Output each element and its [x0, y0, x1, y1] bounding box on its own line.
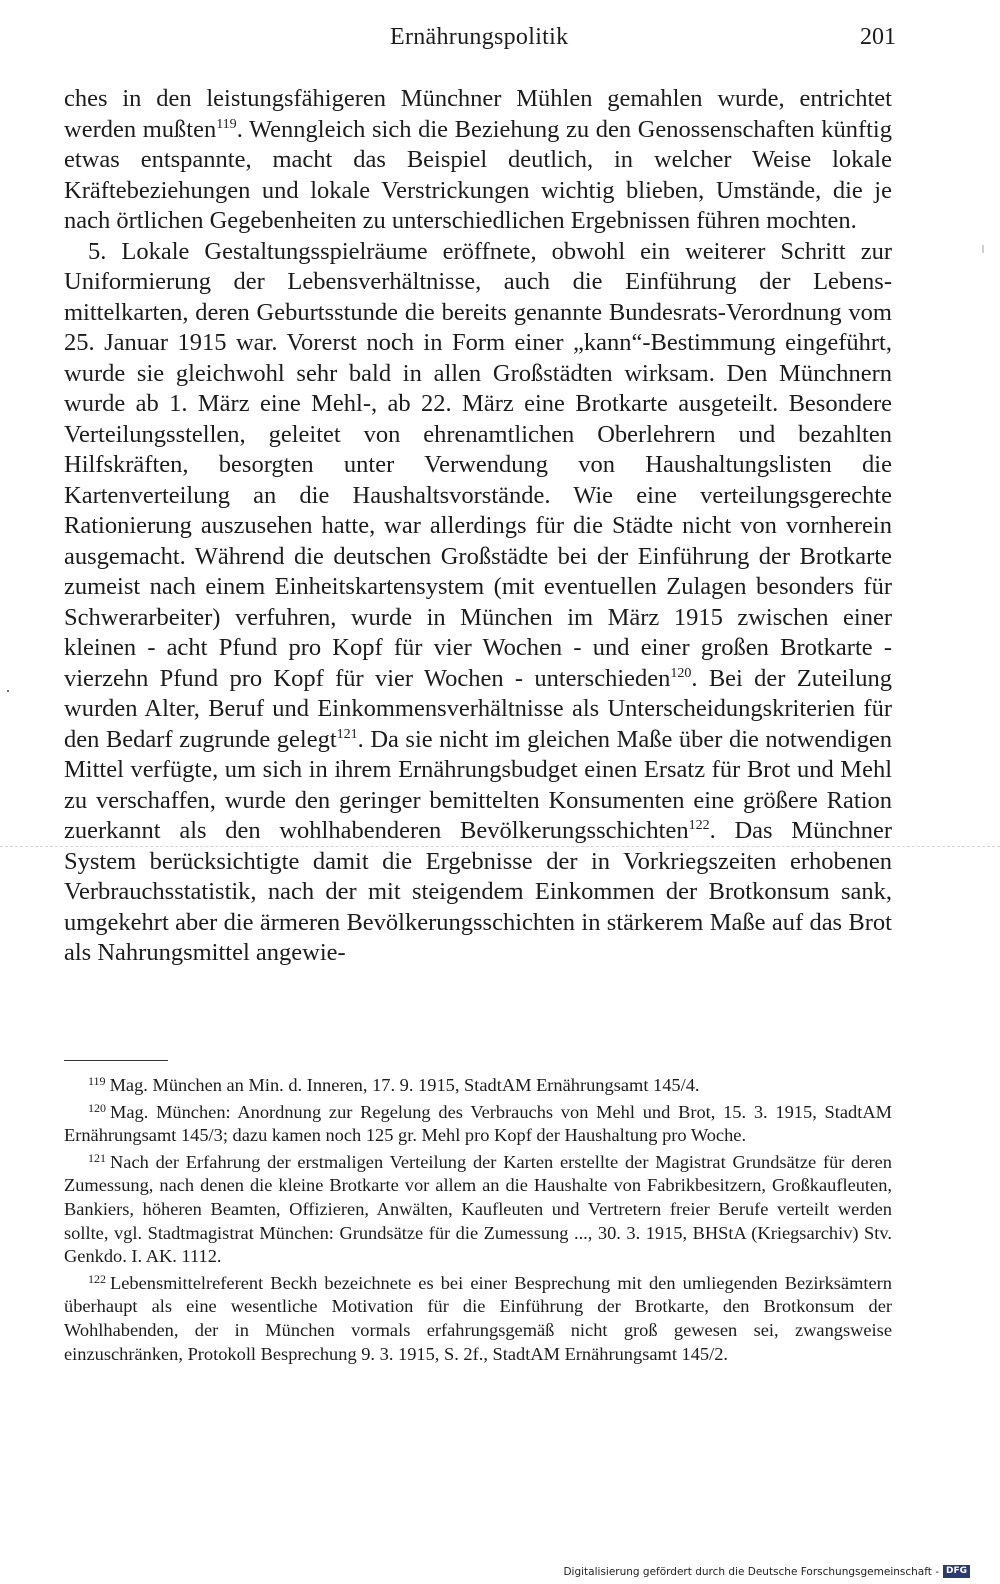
footnote-122 [64, 1272, 892, 1366]
running-title: Ernährungspolitik [390, 24, 569, 50]
footnote-text: Lebensmittelreferent Beckh bezeichnete es bei einer Besprechung mit den umliegenden Bezirksämtern überhaupt als eine wesentliche Motivation für die Einführung der Brotkarte, den Brotkonsum der Wohlhabenden, der in München vormals erfahrungsgemäß nicht groß gewesen sei, zwangsweise einzuschränken, Protokoll Besprechung 9. 3. 1915, S. 2f., StadtAM Ernährungsamt 145/2. [64, 1272, 892, 1364]
footnote-ref-120: 120 [670, 665, 692, 681]
body-text [64, 84, 892, 969]
footnote-119 [64, 1074, 892, 1098]
footnote-number: 120 [88, 1100, 106, 1115]
footnote-120 [64, 1101, 892, 1148]
footnote-number: 122 [88, 1271, 106, 1286]
paragraph-2-text-d: . Das Münchner System berücksichtigte damit die Ergebnisse der in Vorkriegszeiten erhobenen Verbrauchsstatistik, nach der mit steigendem Einkommen der Brotkonsum sank, umgekehrt aber die ärmeren Bevölkerungsschichten in stärkerem Maße auf das Brot als Nahrungsmittel angewie- [64, 817, 893, 966]
scan-fold-line [0, 846, 1000, 847]
footnote-121 [64, 1151, 892, 1269]
paragraph-1-text-b: . Wenngleich sich die Beziehung zu den Genossenschaften künftig etwas entspannte, macht das Beispiel deutlich, in welcher Weise lokale Kräftebeziehungen und lokale Verstrickungen wichtig blieben, Umstände, die je nach örtlichen Gegebenheiten zu unterschiedlichen Ergebnissen führen mochten. [64, 115, 892, 234]
footnote-ref-122: 122 [688, 818, 710, 833]
paragraph-1 [64, 84, 892, 237]
footer-credit [563, 1565, 970, 1578]
footnotes [64, 1074, 892, 1369]
running-head [0, 24, 1000, 58]
footnote-ref-121: 121 [336, 726, 358, 742]
page-number: 201 [860, 24, 896, 50]
footnote-number: 119 [88, 1074, 106, 1088]
scan-mark [982, 245, 984, 253]
footnote-text: Mag. München: Anordnung zur Regelung des Verbrauchs von Mehl und Brot, 15. 3. 1915, StadtAM Ernährungsamt 145/3; dazu kamen noch 125 gr. Mehl pro Kopf der Haushaltung pro Woche. [64, 1101, 892, 1146]
paragraph-2 [64, 237, 892, 969]
paragraph-1-text-a: ches in den leistungsfähigeren Münchner Mühlen gemahlen wurde, entrichtet werden mußten [64, 85, 892, 143]
scan-mark [7, 690, 9, 692]
paragraph-2-text-c: . Da sie nicht im gleichen Maße über die notwendigen Mittel verfügte, um sich in ihrem Ernährungsbudget einen Ersatz für Brot und Mehl zu verschaffen, wurde den geringer bemittelten Konsumenten eine größere Ration zuerkannt als den wohlhabenderen Bevölkerungsschichten [64, 725, 892, 844]
footnote-text: Nach der Erfahrung der erstmaligen Verteilung der Karten erstellte der Magistrat Grundsätze für deren Zumessung, nach denen die kleine Brotkarte vor allem an die Haushalte von Fabrikbesitzern, Großkaufleuten, Bankiers, höheren Beamten, Offizieren, Anwälten, Kaufleuten und Vertretern freier Berufe verteilt werden sollte, vgl. Stadtmagistrat München: Grundsätze für die Zumessung ..., 30. 3. 1915, BHStA (Kriegsarchiv) Stv. Genkdo. I. AK. 1112. [64, 1151, 892, 1267]
footer-credit-text: Digitalisierung gefördert durch die Deutsche Forschungsgemeinschaft - [563, 1565, 939, 1578]
paragraph-2-text-b: . Bei der Zuteilung wurden Alter, Beruf und Einkommensverhältnisse als Unterscheidungskriterien für den Bedarf zugrunde gelegt [64, 664, 892, 753]
footnote-text: Mag. München an Min. d. Inneren, 17. 9. 1915, StadtAM Ernährungsamt 145/4. [109, 1075, 700, 1095]
dfg-logo: DFG [943, 1565, 970, 1578]
paragraph-2-text-a: 5. Lokale Gestaltungsspielräume eröffnete, obwohl ein weiterer Schritt zur Uniformierung der Lebensverhältnisse, auch die Einführung der Lebensmittelkarten, deren Geburtsstunde die bereits genannte Bundesrats-Verordnung vom 25. Januar 1915 war. Vorerst noch in Form einer „kann“-Bestimmung eingeführt, wurde sie gleichwohl sehr bald in allen Großstädten wirksam. Den Münchnern wurde ab 1. März eine Mehl-, ab 22. März eine Brotkarte ausgeteilt. Besondere Verteilungsstellen, geleitet von ehrenamtlichen Oberlehrern und bezahlten Hilfskräften, besorgten unter Verwendung von Haushaltungslisten die Kartenverteilung an die Haushaltsvorstände. Wie eine verteilungsgerechte Rationierung auszusehen hatte, war allerdings für die Städte nicht von vornherein ausgemacht. Während die deutschen Großstädte bei der Einführung der Brotkarte zumeist nach einem Einheitskartensystem (mit eventuellen Zulagen besonders für Schwerarbeiter) verfuhren, wurde in München im März 1915 zwischen einer kleinen - acht Pfund pro Kopf für vier Wochen - und einer großen Brotkarte - vierzehn Pfund pro Kopf für vier Wochen - unterschieden [64, 237, 892, 692]
footnote-rule [64, 1060, 168, 1061]
footnote-number: 121 [88, 1150, 106, 1165]
footnote-ref-119: 119 [216, 116, 237, 132]
